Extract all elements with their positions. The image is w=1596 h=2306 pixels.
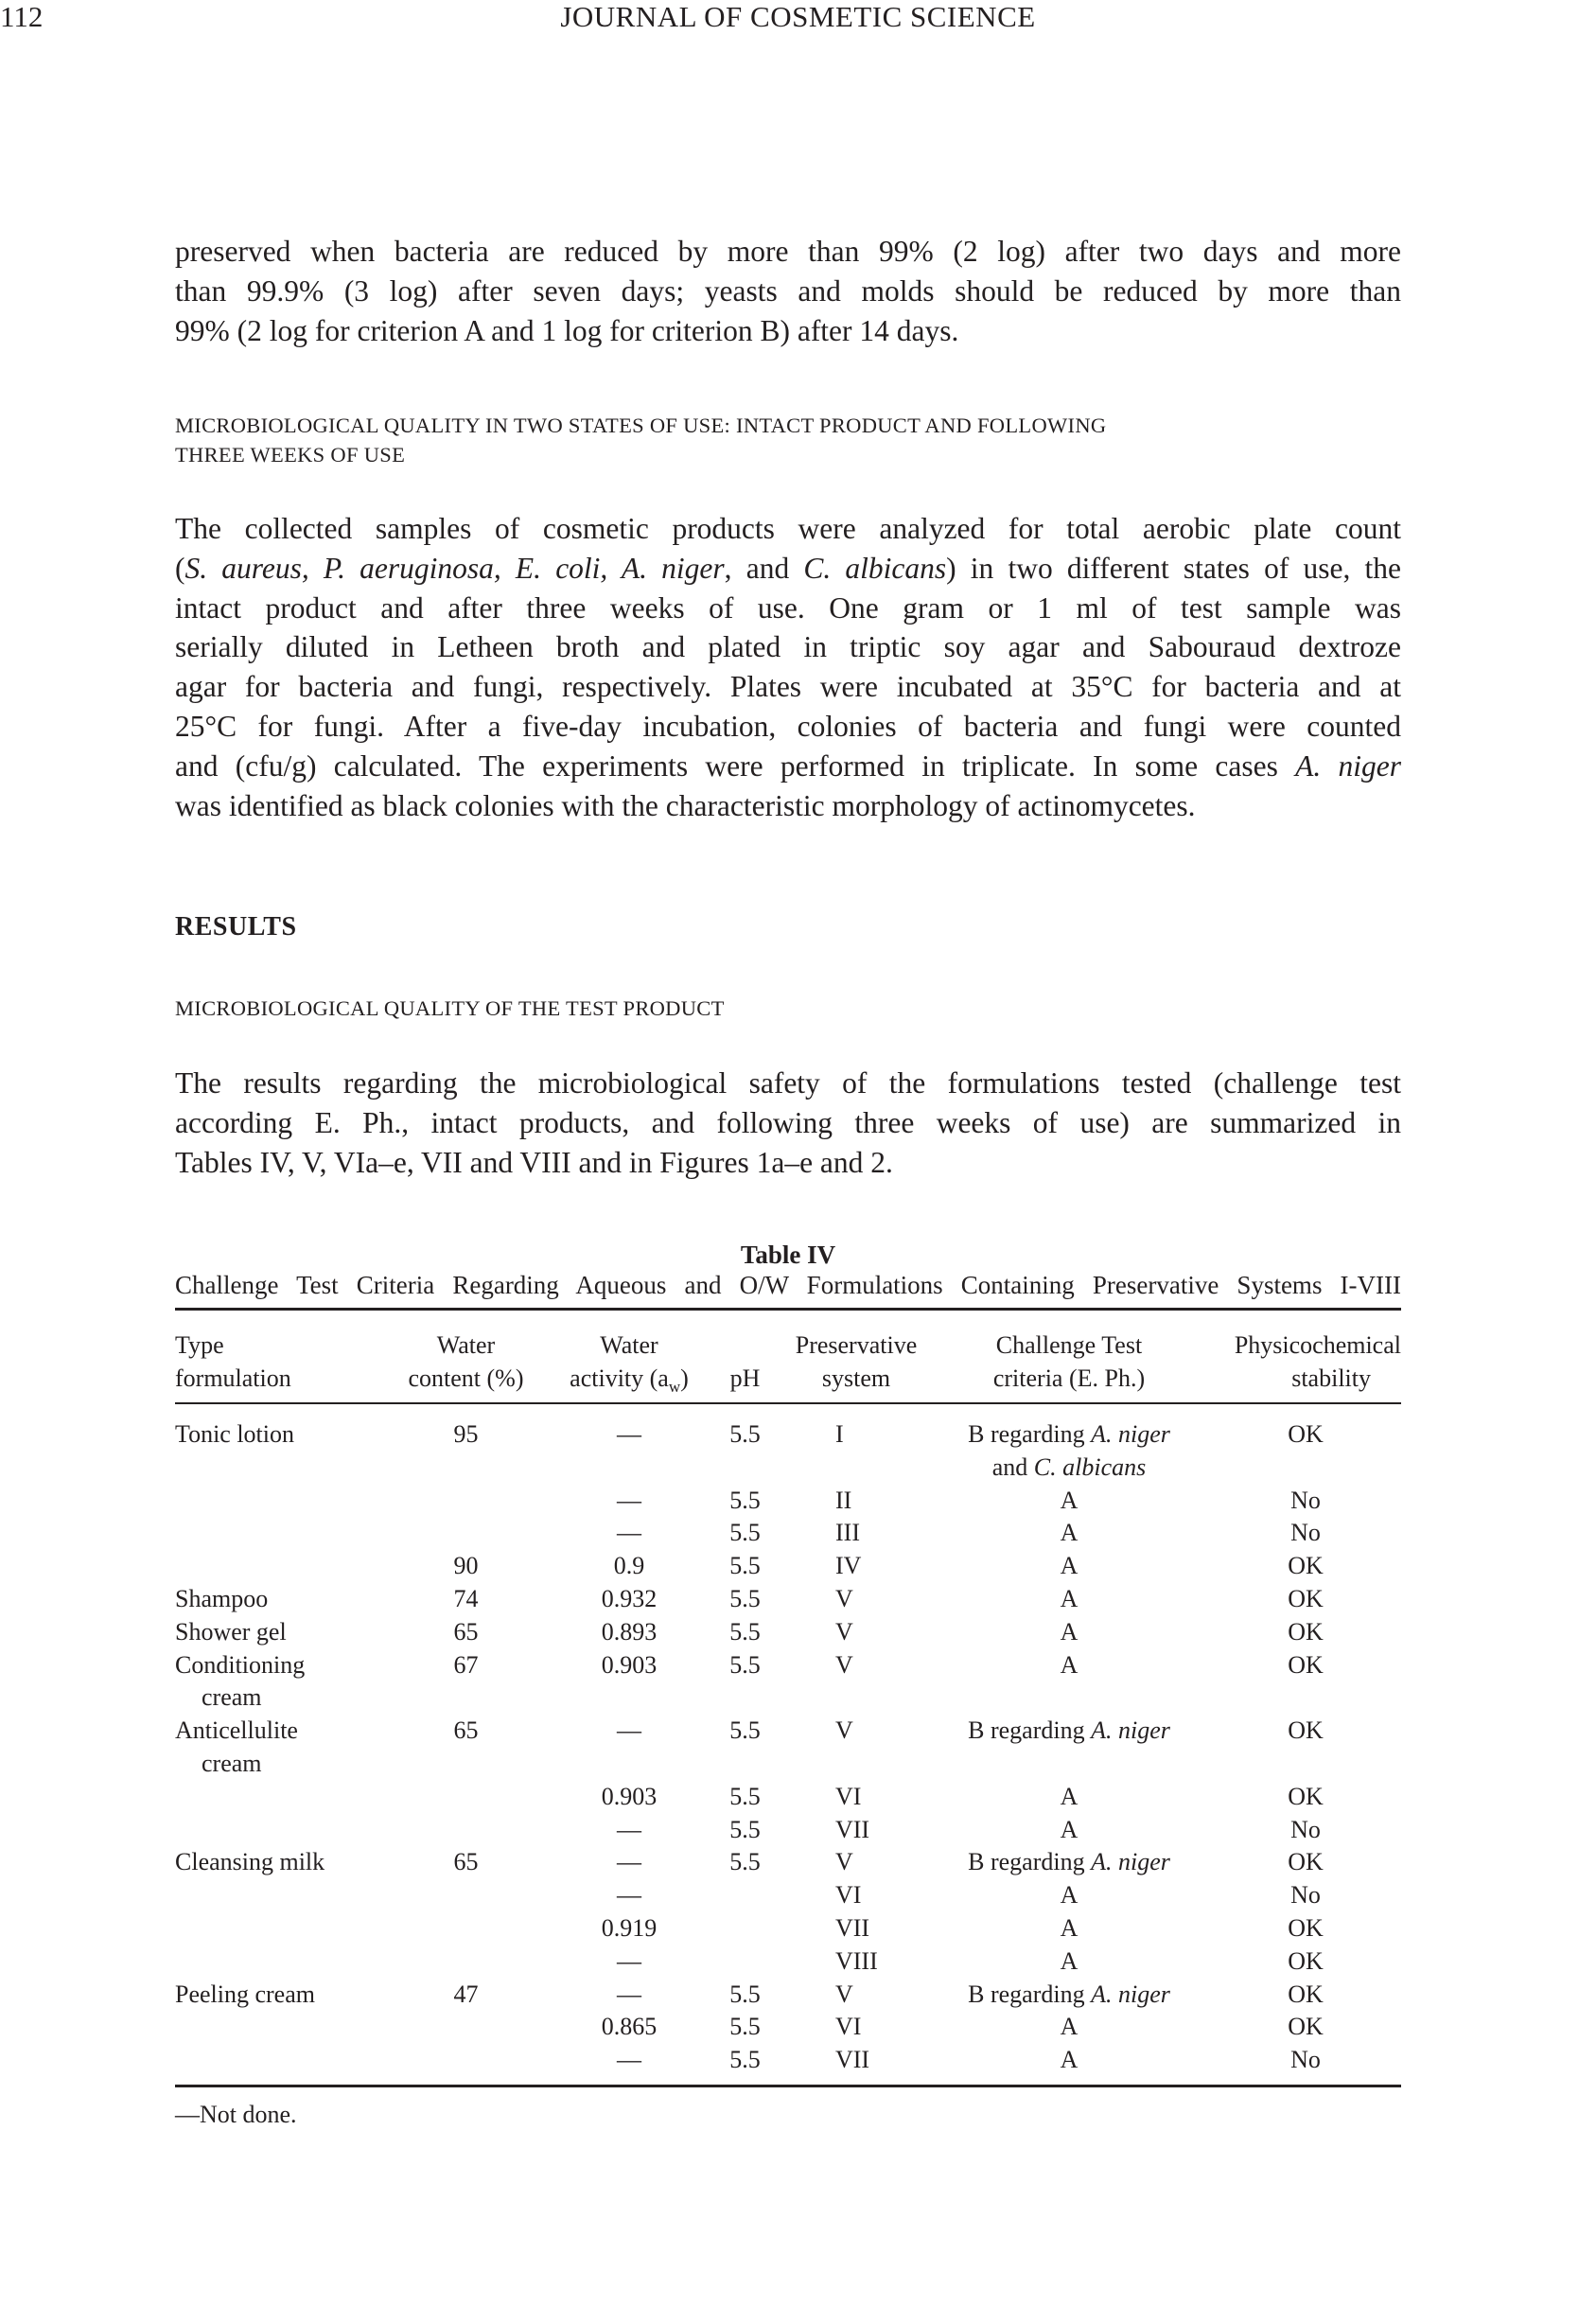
cell-preservative-system: IV [835,1552,862,1580]
cell-water-content: 67 [453,1650,479,1679]
cell-water-content: 47 [453,1980,479,2008]
cell-preservative-system: V [835,1716,853,1745]
cell-water-activity: — [617,1486,641,1514]
header-text: Physicochemical [1234,1331,1401,1359]
line-content [175,789,1196,822]
cell-stability: OK [1288,1848,1324,1876]
text-segment: according E. Ph., intact products, and following three weeks of use) are summarized in [175,1105,1401,1139]
text-segment: agar for bacteria and fungi, respectively. Plates were incubated at 35°C for bacteria and at [175,670,1401,704]
cell-stability: OK [1288,1716,1324,1745]
table-row [175,1715,1401,1748]
cell-challenge-criteria [937,1517,1201,1550]
header-physicochemical-stability [1201,1329,1401,1395]
cell-challenge-criteria [937,1452,1201,1485]
text-segment: A [1060,1486,1079,1514]
text-segment: The results regarding the microbiological safety of the formulations tested (challenge test [175,1066,1401,1100]
cell-water-content: 95 [453,1420,479,1448]
text-line [175,1103,1401,1143]
cell-challenge-criteria [937,1583,1201,1616]
line-content [175,710,1401,743]
paragraph-preservation-criteria [175,232,1401,350]
text-segment: A [1060,1946,1079,1975]
cell-type: Conditioning [175,1650,306,1679]
text-segment: A [1060,1650,1079,1679]
cell-ph: 5.5 [729,1585,761,1612]
header-text: Preservative [795,1331,918,1359]
cell-stability: No [1290,1486,1321,1514]
cell-ph: 5.5 [729,1617,761,1646]
header-water-content [388,1329,544,1395]
header-preservative-system [771,1329,941,1395]
cell-challenge-criteria [937,1715,1201,1748]
text-line [175,232,1401,272]
text-segment: A [1060,2013,1079,2041]
text-segment: A [1060,1881,1079,1910]
cell-preservative-system: VII [835,1914,870,1942]
cell-water-content: 65 [453,1716,479,1745]
text-segment: intact product and after three weeks of use. One gram or 1 ml of test sample was [175,590,1401,625]
cell-ph: 5.5 [729,2013,761,2041]
cell-preservative-system: VII [835,1815,870,1843]
table-row [175,1485,1401,1518]
cell-stability: OK [1288,1420,1324,1448]
line-content [175,749,1401,783]
running-header [0,0,1226,38]
results-heading: RESULTS [175,912,297,942]
cell-ph: 5.5 [729,1980,761,2008]
cell-ph: 5.5 [729,1486,761,1514]
table-row [175,1945,1401,1979]
cell-challenge-criteria [937,1814,1201,1847]
text-line [175,549,1401,589]
line-content [175,1106,1401,1139]
header-text: system [821,1364,891,1392]
cell-preservative-system: I [835,1420,844,1448]
cell-challenge-criteria [937,1879,1201,1912]
table-row [175,1912,1401,1945]
cell-water-content: 65 [453,1848,479,1876]
italic-text: A. niger [1091,1848,1170,1876]
cell-preservative-system: III [835,1519,860,1547]
header-text: stability [1291,1364,1371,1392]
text-line [175,667,1401,707]
cell-challenge-criteria [937,1485,1201,1518]
line-content [175,512,1401,545]
line-content [175,235,1401,268]
header-text-part: ) [680,1364,689,1392]
cell-stability: OK [1288,1782,1324,1810]
cell-challenge-criteria [937,1781,1201,1814]
cell-water-content: 90 [453,1552,479,1580]
header-text-part: activity (a [570,1364,669,1392]
cell-challenge-criteria [937,1616,1201,1649]
cell-stability: No [1290,1881,1321,1910]
journal-title: JOURNAL OF COSMETIC SCIENCE [560,0,1036,33]
text-segment: and (cfu/g) calculated. The experiments were performed in triplicate. In some cases [175,748,1296,783]
table-row [175,1583,1401,1616]
cell-stability: OK [1288,1946,1324,1975]
text-segment: B regarding [968,1716,1092,1745]
text-segment: and [991,1452,1034,1481]
cell-preservative-system: VI [835,2013,862,2041]
cell-challenge-criteria [937,1846,1201,1879]
cell-water-activity: 0.919 [601,1914,658,1942]
table-row [175,1748,1401,1781]
paragraph-methods [175,509,1401,825]
table-row [175,2011,1401,2044]
header-text: Water [436,1331,496,1359]
cell-water-activity: — [617,1946,641,1975]
cell-water-activity: — [617,1519,641,1547]
table-row [175,1814,1401,1847]
cell-preservative-system: V [835,1617,853,1646]
cell-stability: OK [1288,2013,1324,2041]
header-challenge-criteria [946,1329,1192,1395]
table-row [175,1979,1401,2012]
cell-ph: 5.5 [729,1519,761,1547]
table-row [175,1517,1401,1550]
text-line [175,627,1401,667]
cell-preservative-system: II [835,1486,852,1514]
cell-challenge-criteria [937,1979,1201,2012]
cell-challenge-criteria [937,1550,1201,1583]
line-content [175,552,1401,585]
text-segment: Tables IV, V, VIa–e, VII and VIII and in Figures 1a–e and 2. [175,1145,893,1179]
text-segment: B regarding [968,1848,1092,1876]
text-segment: 25°C for fungi. After a five-day incubation, colonies of bacteria and fungi were counted [175,709,1401,743]
text-line [175,1143,1401,1183]
text-line [175,509,1401,549]
cell-preservative-system: VI [835,1881,862,1910]
cell-stability: No [1290,1519,1321,1547]
cell-challenge-criteria [937,2011,1201,2044]
cell-stability: OK [1288,1585,1324,1612]
cell-water-activity: 0.865 [601,2013,658,2041]
table-row [175,1781,1401,1814]
line-content [175,1066,1401,1100]
section-heading-two-states [175,411,1106,469]
table-row [175,2044,1401,2077]
header-text: content (%) [408,1364,524,1392]
cell-water-activity: — [617,1716,641,1745]
table-top-rule [175,1308,1401,1311]
text-line [175,311,1401,351]
heading-line: MICROBIOLOGICAL QUALITY IN TWO STATES OF USE: INTACT PRODUCT AND FOLLOWING [175,414,1107,437]
text-segment: serially diluted in Letheen broth and plated in triptic soy agar and Sabouraud dextroze [175,630,1401,664]
page-number: 112 [0,0,44,33]
text-segment: than 99.9% (3 log) after seven days; yeasts and molds should be reduced by more than [175,273,1401,308]
paragraph-results-summary [175,1064,1401,1182]
header-text: Type [175,1331,224,1359]
table-row [175,1616,1401,1649]
cell-water-activity: — [617,1980,641,2008]
text-line [175,272,1401,311]
section-heading-test-product: MICROBIOLOGICAL QUALITY OF THE TEST PRODUCT [175,996,725,1020]
cell-preservative-system: VI [835,1782,862,1810]
text-segment: preserved when bacteria are reduced by more than 99% (2 log) after two days and more [175,235,1401,268]
text-segment: A [1060,2046,1079,2074]
cell-stability: OK [1288,1914,1324,1942]
subscript-w: w [668,1378,681,1397]
cell-challenge-criteria [937,1418,1201,1452]
cell-ph: 5.5 [729,1716,761,1745]
italic-text: C. albicans [1033,1452,1147,1481]
header-ph [719,1329,771,1395]
text-line [175,786,1401,826]
cell-type: Shower gel [175,1617,287,1646]
table-row [175,1846,1401,1879]
cell-ph: 5.5 [729,1650,761,1679]
cell-type: Anticellulite [175,1716,298,1745]
table-row [175,1452,1401,1485]
text-segment: B regarding [968,1420,1092,1448]
text-segment: A [1060,1815,1079,1843]
cell-type: Cleansing milk [175,1848,325,1876]
cell-water-activity: 0.9 [613,1552,645,1580]
cell-water-activity: — [617,1881,641,1910]
text-segment: A [1060,1519,1079,1547]
text-line [175,1064,1401,1103]
italic-text: C. albicans [803,551,947,585]
table-row [175,1550,1401,1583]
cell-type: Peeling cream [175,1980,315,2008]
cell-challenge-criteria [937,2044,1201,2077]
cell-water-activity: — [617,1815,641,1843]
cell-stability: OK [1288,1980,1324,2008]
header-text: Water [600,1331,658,1359]
cell-water-activity: — [617,2046,641,2074]
italic-text: A. niger [1091,1716,1170,1745]
header-text [549,1362,710,1403]
cell-preservative-system: VII [835,2046,870,2074]
cell-type: cream [202,1683,262,1712]
line-content [175,591,1401,625]
cell-water-activity: 0.903 [601,1782,658,1810]
cell-stability: No [1290,1815,1321,1843]
text-segment: The collected samples of cosmetic products were analyzed for total aerobic plate count [175,512,1401,545]
header-text: criteria (E. Ph.) [992,1364,1146,1392]
text-segment: 99% (2 log for criterion A and 1 log for criterion B) after 14 days. [175,313,959,347]
table-caption: Challenge Test Criteria Regarding Aqueous and O/W Formulations Containing Preservative Systems I-VIII [175,1271,1401,1299]
cell-water-activity: — [617,1420,641,1448]
cell-stability: OK [1288,1617,1324,1646]
table-title: Table IV [740,1241,836,1269]
text-segment: B regarding [968,1980,1092,2008]
header-text [719,1329,771,1362]
cell-ph: 5.5 [729,1815,761,1843]
text-segment: ( [175,551,185,585]
cell-water-activity: — [617,1848,641,1876]
heading-line: THREE WEEKS OF USE [175,443,406,466]
text-segment: ) in two different states of use, the [946,551,1401,585]
italic-text: A. niger [1295,748,1401,783]
line-content [175,314,958,347]
table-footnote: —Not done. [175,2101,297,2128]
table-header-rule [175,1402,1401,1404]
cell-ph: 5.5 [729,1782,761,1810]
line-content [175,630,1401,663]
cell-stability: OK [1288,1552,1324,1580]
text-segment: was identified as black colonies with the characteristic morphology of actinomycetes. [175,788,1196,822]
cell-preservative-system: V [835,1980,853,2008]
italic-text: A. niger [1091,1420,1170,1448]
text-line [175,589,1401,628]
line-content [175,274,1401,308]
line-content [175,1146,893,1179]
italic-text: A. niger [1091,1980,1170,2008]
cell-type: cream [202,1750,262,1777]
cell-challenge-criteria [937,1945,1201,1979]
cell-stability: No [1290,2046,1321,2074]
cell-preservative-system: V [835,1650,853,1679]
cell-water-activity: 0.903 [601,1650,658,1679]
cell-preservative-system: V [835,1585,853,1612]
text-line [175,707,1401,747]
cell-ph: 5.5 [729,1420,761,1448]
cell-stability: OK [1288,1650,1324,1679]
cell-type: Shampoo [175,1585,269,1612]
cell-challenge-criteria [937,1649,1201,1682]
table-bottom-rule [175,2085,1401,2087]
text-segment: A [1060,1585,1079,1612]
header-text: formulation [175,1364,291,1392]
cell-water-activity: 0.893 [601,1617,658,1646]
table-row [175,1879,1401,1912]
table-row [175,1649,1401,1682]
cell-ph: 5.5 [729,2046,761,2074]
text-segment: A [1060,1552,1079,1580]
cell-water-content: 74 [453,1585,479,1612]
header-text: pH [729,1364,761,1392]
text-segment: A [1060,1914,1079,1942]
cell-ph: 5.5 [729,1552,761,1580]
cell-preservative-system: VIII [835,1946,878,1975]
cell-ph: 5.5 [729,1848,761,1876]
line-content [175,670,1401,703]
table-row [175,1418,1401,1452]
text-line [175,747,1401,786]
header-text: Challenge Test [995,1331,1143,1359]
text-segment: , and [724,551,804,585]
cell-water-activity: 0.932 [601,1585,658,1612]
cell-preservative-system: V [835,1848,853,1876]
text-segment: A [1060,1617,1079,1646]
cell-type: Tonic lotion [175,1420,295,1448]
italic-text: S. aureus, P. aeruginosa, E. coli, A. niger [184,551,725,585]
header-type [175,1329,291,1395]
text-segment: A [1060,1782,1079,1810]
header-water-activity [549,1329,710,1403]
cell-challenge-criteria [937,1912,1201,1945]
cell-water-content: 65 [453,1617,479,1646]
table-row [175,1681,1401,1715]
